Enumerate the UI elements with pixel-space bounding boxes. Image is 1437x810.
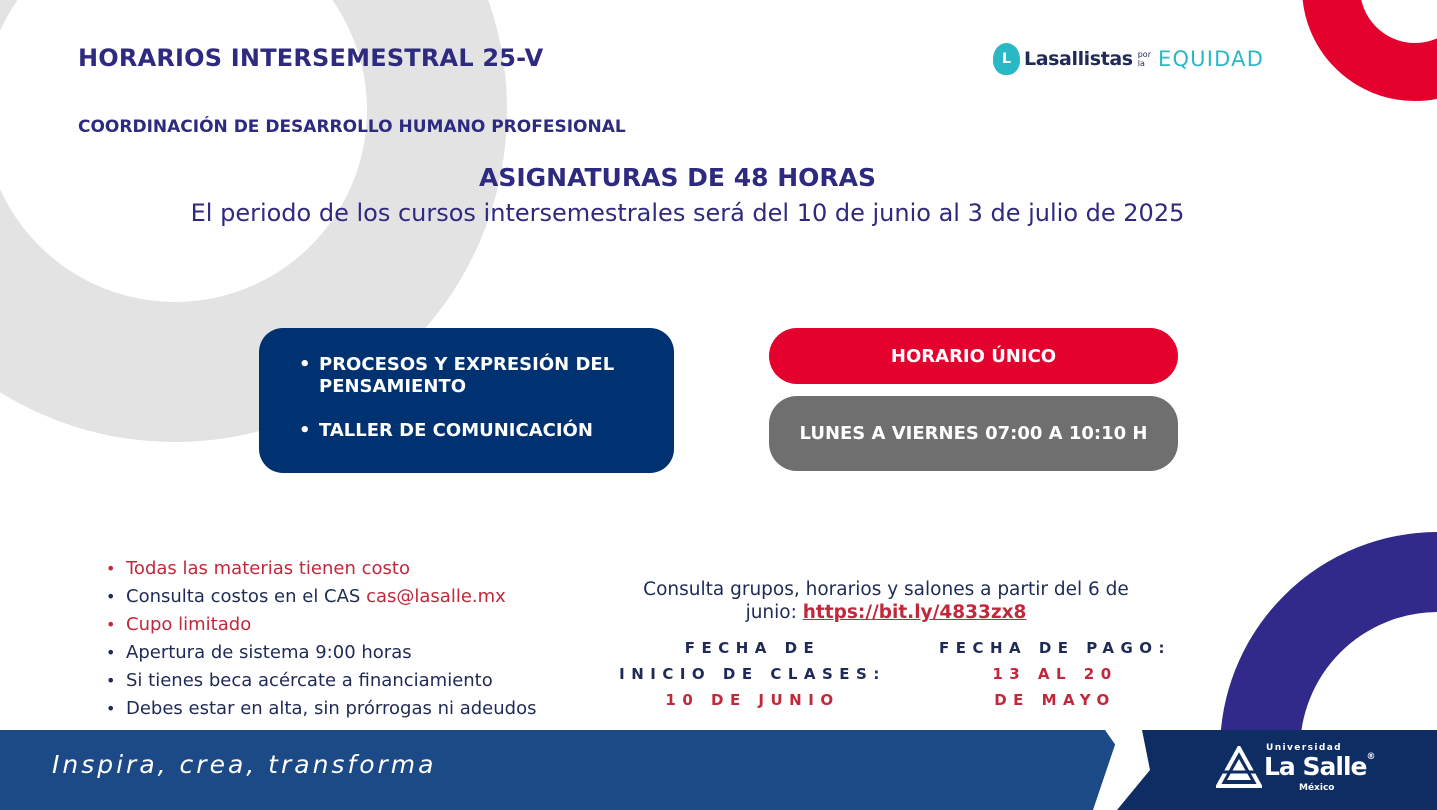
course-item: • TALLER DE COMUNICACIÓN	[299, 420, 644, 442]
logo-equidad: EQUIDAD	[1157, 47, 1265, 71]
courses-list	[297, 354, 644, 442]
course-period: El periodo de los cursos intersemestrales será del 10 de junio al 3 de julio de 2025	[190, 199, 1185, 227]
la-salle-logo	[1214, 740, 1375, 795]
payment-date-value-line2: DE MAYO	[994, 691, 1116, 709]
note-item	[104, 555, 536, 583]
note-item	[104, 695, 536, 723]
payment-date-label: FECHA DE PAGO:	[938, 639, 1172, 657]
note-text: Debes estar en alta, sin prórrogas ni adeudos	[126, 698, 537, 719]
lasallistas-equidad-logo	[993, 42, 1264, 76]
logo-por: por	[1137, 50, 1151, 59]
schedule-link[interactable]: https://bit.ly/4833zx8	[802, 602, 1027, 623]
la-salle-star-icon	[1216, 746, 1262, 790]
start-date-label-line1: FECHA DE	[684, 639, 821, 657]
schedule-type-badge: HORARIO ÚNICO	[769, 328, 1178, 384]
courses-box	[259, 328, 674, 473]
brand-universidad: Universidad	[1266, 743, 1343, 753]
logo-la: la	[1137, 59, 1145, 68]
note-item	[104, 611, 536, 639]
note-text: Apertura de sistema 9:00 horas	[126, 642, 412, 663]
note-item	[104, 667, 536, 695]
notes-list	[104, 555, 536, 723]
course-item: • PROCESOS Y EXPRESIÓN DEL PENSAMIENTO	[299, 354, 644, 398]
red-ring-decoration	[1331, 0, 1437, 72]
start-date-value: 10 DE JUNIO	[665, 691, 840, 709]
note-item	[104, 583, 536, 611]
start-date-label-line2: INICIO DE CLASES:	[619, 665, 886, 683]
cas-email-link[interactable]: cas@lasalle.mx	[366, 586, 506, 607]
brand-registered: ®	[1366, 752, 1375, 762]
payment-date-value-line1: 13 AL 20	[992, 665, 1118, 683]
logo-por-la	[1138, 50, 1151, 68]
brand-name	[1264, 752, 1374, 781]
schedule-time-badge: LUNES A VIERNES 07:00 A 10:10 H	[769, 396, 1178, 471]
consulta-text: Consulta grupos, horarios y salones a partir del 6 de junio:	[643, 579, 1129, 623]
page-title: HORARIOS INTERSEMESTRAL 25-V	[78, 44, 544, 72]
footer-slogan: Inspira, crea, transforma	[52, 750, 437, 779]
logo-name: Lasallistas	[1024, 48, 1133, 70]
logo-badge-letter: L	[1002, 51, 1011, 67]
coordination-label: COORDINACIÓN DE DESARROLLO HUMANO PROFESIONAL	[78, 117, 626, 137]
note-text: Si tienes beca acércate a financiamiento	[126, 670, 493, 691]
consulta-info	[620, 578, 1152, 624]
note-text: Todas las materias tienen costo	[126, 558, 410, 579]
note-item	[104, 639, 536, 667]
brand-country: México	[1299, 783, 1335, 793]
subjects-heading: ASIGNATURAS DE 48 HORAS	[479, 163, 876, 192]
note-text: Cupo limitado	[126, 614, 252, 635]
start-date-block	[615, 635, 890, 713]
note-text: Consulta costos en el CAS	[126, 586, 367, 607]
brand-name-text: La Salle	[1264, 752, 1367, 781]
lasallistas-logo-icon	[993, 43, 1020, 75]
payment-date-block	[920, 635, 1190, 713]
